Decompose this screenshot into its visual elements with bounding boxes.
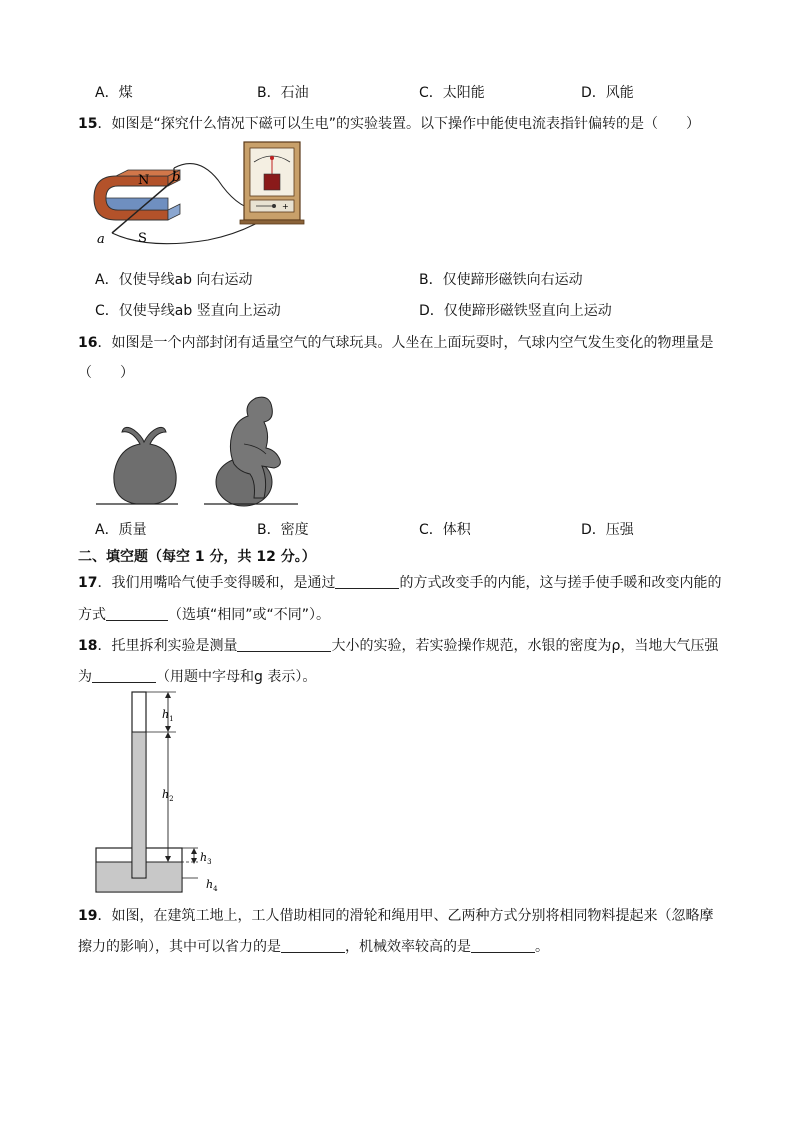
q15-option-d: D．仅使蹄形磁铁竖直向上运动	[419, 303, 612, 319]
q16-figure	[94, 386, 314, 516]
svg-text:h3	[200, 851, 212, 866]
q16-question	[78, 332, 713, 352]
q17-line1	[78, 572, 721, 592]
q18-number: 18	[78, 638, 98, 654]
q18-line2	[78, 666, 316, 686]
q18-label-h2-sub: 2	[169, 795, 174, 803]
q18-line1	[78, 635, 718, 655]
q19-blank-2[interactable]	[471, 938, 535, 953]
q15-question	[78, 113, 700, 133]
q18-label-h1: h	[162, 708, 170, 721]
svg-text:h2	[162, 788, 174, 803]
q18-label-h2: h	[162, 788, 170, 801]
q19-line1	[78, 905, 713, 925]
q16-text-line1: ．如图是一个内部封闭有适量空气的气球玩具。人坐在上面玩耍时，气球内空气发生变化的物理量是	[97, 335, 714, 351]
section-title-fill-blank: 二、填空题（每空 1 分，共 12 分。）	[78, 549, 316, 565]
q17-text-part1: ．我们用嘴哈气使手变得暖和，是通过	[97, 575, 336, 591]
q19-text-part4: 。	[535, 939, 549, 955]
svg-text:h1	[162, 708, 174, 723]
q18-text-part3: 为	[78, 669, 92, 685]
svg-text:+: +	[282, 202, 289, 211]
q16-option-c: C．体积	[419, 522, 471, 538]
q15-text: ．如图是“探究什么情况下磁可以生电”的实验装置。以下操作中能使电流表指针偏转的是（ ）	[97, 116, 700, 132]
q15-figure	[88, 140, 318, 250]
q18-text-part2: 大小的实验，若实验操作规范，水银的密度为ρ，当地大气压强	[331, 638, 719, 654]
q15-label-a: a	[97, 232, 105, 247]
q19-text-part2: 擦力的影响），其中可以省力的是	[78, 939, 281, 955]
q15-label-b: b	[172, 170, 181, 185]
q15-label-s: S	[138, 231, 147, 246]
q18-text-part1: ．托里拆利实验是测量	[97, 638, 238, 654]
q14-option-b: B．石油	[257, 85, 309, 101]
q15-number: 15	[78, 116, 98, 132]
q15-label-n: N	[138, 173, 150, 188]
q17-blank-1[interactable]	[335, 574, 399, 589]
q16-number: 16	[78, 335, 98, 351]
q14-option-d: D．风能	[581, 85, 634, 101]
q15-option-a: A．仅使导线ab 向右运动	[95, 272, 253, 288]
q19-blank-1[interactable]	[281, 938, 345, 953]
q14-option-c: C．太阳能	[419, 85, 485, 101]
galvanometer	[240, 142, 304, 224]
q19-number: 19	[78, 908, 98, 924]
q18-label-h1-sub: 1	[169, 715, 174, 723]
q17-number: 17	[78, 575, 98, 591]
q18-label-h3: h	[200, 851, 208, 864]
q16-option-b: B．密度	[257, 522, 309, 538]
q18-label-h4: h	[206, 878, 214, 891]
q16-option-d: D．压强	[581, 522, 634, 538]
svg-text:h4	[206, 878, 218, 893]
q18-label-h3-sub: 3	[207, 858, 212, 866]
q18-torricelli-figure	[92, 688, 232, 898]
q17-line2	[78, 604, 330, 624]
q19-line2	[78, 936, 549, 956]
q14-option-a: A．煤	[95, 85, 133, 101]
q17-blank-2[interactable]	[106, 606, 168, 621]
q16-question-line2: （ ）	[78, 365, 134, 381]
q18-label-h4-sub: 4	[213, 885, 218, 893]
q16-option-a: A．质量	[95, 522, 147, 538]
q17-text-part3: 方式	[78, 607, 106, 623]
q18-blank-2[interactable]	[92, 668, 156, 683]
q17-text-part2: 的方式改变手的内能，这与搓手使手暖和改变内能的	[399, 575, 722, 591]
q15-option-b: B．仅使蹄形磁铁向右运动	[419, 272, 583, 288]
q18-blank-1[interactable]	[237, 637, 331, 652]
q19-text-part3: ，机械效率较高的是	[345, 939, 471, 955]
q19-text-part1: ．如图，在建筑工地上，工人借助相同的滑轮和绳用甲、乙两种方式分别将相同物料提起来（忽略摩	[97, 908, 714, 924]
q18-text-part4: （用题中字母和g 表示）。	[156, 669, 317, 685]
q17-text-part4: （选填“相同”或“不同”）。	[168, 607, 331, 623]
q15-option-c: C．仅使导线ab 竖直向上运动	[95, 303, 281, 319]
